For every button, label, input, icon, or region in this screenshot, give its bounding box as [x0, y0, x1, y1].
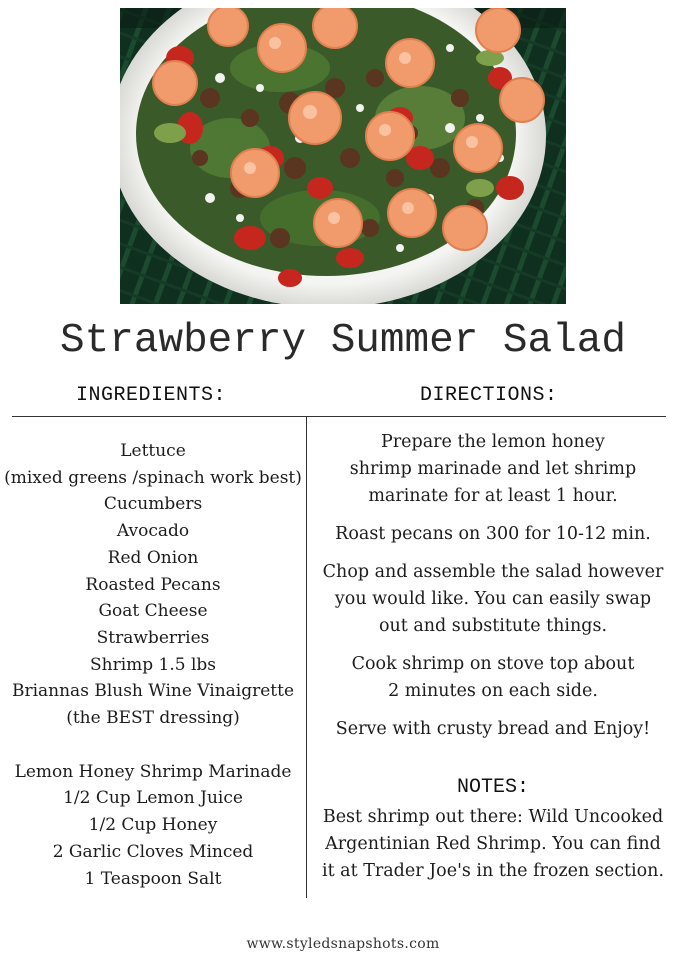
vertical-divider	[306, 417, 307, 898]
direction-step	[308, 559, 678, 640]
direction-line: 2 minutes on each side.	[388, 681, 598, 701]
ingredient-item: (the BEST dressing)	[66, 708, 240, 729]
direction-line: you would like. You can easily swap	[334, 589, 652, 609]
directions-list	[308, 429, 678, 754]
salad-photo	[120, 8, 566, 304]
footer-website: www.styledsnapshots.com	[246, 936, 440, 952]
ingredient-item: Avocado	[116, 521, 190, 542]
ingredient-item: Roasted Pecans	[85, 574, 221, 595]
direction-line: marinate for at least 1 hour.	[368, 486, 618, 506]
direction-step	[308, 429, 678, 510]
ingredient-item: Briannas Blush Wine Vinaigrette	[11, 681, 295, 702]
marinade-item: 1/2 Cup Lemon Juice	[63, 788, 243, 809]
direction-line: shrimp marinade and let shrimp	[349, 459, 637, 479]
direction-step	[308, 716, 678, 743]
marinade-item: 1/2 Cup Honey	[88, 815, 218, 836]
marinade-item: 1 Teaspoon Salt	[84, 868, 222, 889]
ingredient-item: Cucumbers	[103, 494, 203, 515]
ingredient-item: Red Onion	[107, 547, 199, 568]
ingredients-heading: INGREDIENTS:	[76, 384, 227, 407]
ingredient-item: Goat Cheese	[98, 601, 208, 622]
direction-line: Chop and assemble the salad however	[322, 562, 664, 582]
notes-line: Argentinian Red Shrimp. You can find	[325, 834, 661, 854]
list-spacer	[0, 732, 306, 759]
notes-text	[308, 804, 678, 885]
ingredient-item: Shrimp 1.5 lbs	[89, 654, 217, 675]
directions-heading: DIRECTIONS:	[420, 384, 558, 407]
marinade-item: 2 Garlic Cloves Minced	[52, 841, 254, 862]
direction-line: Roast pecans on 300 for 10-12 min.	[335, 524, 651, 544]
direction-line: Serve with crusty bread and Enjoy!	[335, 719, 651, 739]
ingredients-list	[0, 438, 306, 892]
ingredient-item: Strawberries	[96, 627, 210, 648]
direction-line: Cook shrimp on stove top about	[351, 654, 635, 674]
notes-line: Best shrimp out there: Wild Uncooked	[322, 807, 664, 827]
direction-line: Prepare the lemon honey	[381, 432, 605, 452]
notes-line: it at Trader Joe's in the frozen section.	[321, 861, 665, 881]
recipe-title: Strawberry Summer Salad	[60, 318, 626, 364]
ingredient-item: Lettuce	[120, 441, 186, 461]
direction-line: out and substitute things.	[378, 616, 608, 636]
horizontal-divider	[12, 416, 666, 417]
direction-step	[308, 651, 678, 705]
ingredient-item: (mixed greens /spinach work best)	[4, 467, 302, 488]
marinade-heading: Lemon Honey Shrimp Marinade	[14, 761, 292, 782]
direction-step	[308, 521, 678, 548]
notes-heading: NOTES:	[456, 776, 529, 799]
